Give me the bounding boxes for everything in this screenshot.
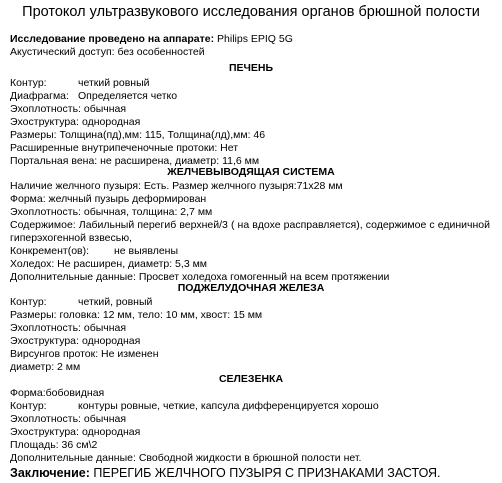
spleen-heading: СЕЛЕЗЕНКА bbox=[218, 373, 284, 385]
liver-echogenicity: Эхоплотность: обычная bbox=[10, 103, 127, 115]
liver-heading: ПЕЧЕНЬ bbox=[228, 62, 274, 74]
device-value: Philips EPIQ 5G bbox=[217, 33, 293, 45]
conclusion-value: ПЕРЕГИБ ЖЕЛЧНОГО ПУЗЫРЯ С ПРИЗНАКАМИ ЗАСТОЯ. bbox=[93, 466, 441, 480]
report-title: Протокол ультразвукового исследования органов брюшной полости bbox=[22, 4, 480, 20]
spleen-structure bbox=[10, 426, 140, 439]
biliary-extra: Дополнительные данные: Просвет холедоха гомогенный на всем протяжении bbox=[10, 271, 390, 283]
gallbladder-presence: Наличие желчного пузыря: Есть. Размер желчного пузыря:71х28 мм bbox=[10, 180, 343, 192]
spleen-structure-value: однородная bbox=[82, 426, 141, 438]
conclusion-label: Заключение: bbox=[10, 466, 90, 480]
pancreas-structure-label: Эхоструктура: bbox=[10, 335, 79, 347]
pancreas-contour bbox=[10, 296, 152, 309]
liver-diaphragm-label: Диафрагма: bbox=[10, 90, 69, 102]
pancreas-contour-value: четкий, ровный bbox=[78, 296, 153, 308]
liver-sizes: Размеры: Толщина(пд),мм: 115, Толщина(лд),мм: 46 bbox=[10, 129, 266, 141]
spleen-shape: Форма:бобовидная bbox=[10, 387, 105, 399]
access-line: Акустический доступ: без особенностей bbox=[10, 46, 205, 58]
pancreas-heading: ПОДЖЕЛУДОЧНАЯ ЖЕЛЕЗА bbox=[177, 282, 325, 294]
device-line bbox=[10, 33, 293, 46]
liver-contour bbox=[10, 77, 149, 90]
conclusion bbox=[10, 466, 441, 480]
device-label: Исследование проведено на аппарате: bbox=[10, 33, 215, 45]
gallbladder-shape: Форма: желчный пузырь деформирован bbox=[10, 193, 207, 205]
wirsung-duct: Вирсунгов проток: Не изменен bbox=[10, 348, 159, 360]
spleen-area: Площадь: 36 см\2 bbox=[10, 439, 98, 451]
pancreas-echogenicity: Эхоплотность: обычная bbox=[10, 322, 127, 334]
liver-portal-vein: Портальная вена: не расширена, диаметр: 11,6 мм bbox=[10, 155, 260, 167]
liver-contour-value: четкий ровный bbox=[78, 77, 150, 89]
gallbladder-content: Содержимое: Лабильный перегиб верхней/3 ( на вдохе расправляется), содержимое с единичной гиперэхогенной взвесью, bbox=[10, 219, 490, 244]
liver-contour-label: Контур: bbox=[10, 77, 47, 89]
spleen-extra: Дополнительные данные: Свободной жидкости в брюшной полости нет. bbox=[10, 452, 362, 464]
pancreas-structure bbox=[10, 335, 140, 348]
wirsung-diameter: диаметр: 2 мм bbox=[10, 361, 81, 373]
spleen-structure-label: Эхоструктура: bbox=[10, 426, 79, 438]
liver-diaphragm bbox=[10, 90, 177, 103]
stones-value: не выявлены bbox=[114, 245, 179, 257]
stones-label: Конкремент(ов): bbox=[10, 245, 90, 257]
liver-structure-value: однородная bbox=[82, 116, 141, 128]
spleen-contour-label: Контур: bbox=[10, 400, 47, 412]
spleen-contour-value: контуры ровные, четкие, капсула дифференцируется хорошо bbox=[78, 400, 379, 412]
pancreas-structure-value: однородная bbox=[82, 335, 141, 347]
cbd-line: Холедох: Не расширен, диаметр: 5,3 мм bbox=[10, 258, 208, 270]
biliary-heading: ЖЕЛЧЕВЫВОДЯЩАЯ СИСТЕМА bbox=[167, 166, 335, 178]
gallbladder-wall: Эхоплотность: обычная, толщина: 2,7 мм bbox=[10, 206, 213, 218]
liver-ducts: Расширенные внутрипеченочные протоки: Нет bbox=[10, 142, 239, 154]
spleen-contour bbox=[10, 400, 379, 413]
liver-structure bbox=[10, 116, 140, 129]
spleen-echogenicity: Эхоплотность: обычная bbox=[10, 413, 127, 425]
liver-structure-label: Эхоструктура: bbox=[10, 116, 79, 128]
gallbladder-stones bbox=[10, 245, 178, 258]
liver-diaphragm-value: Определяется четко bbox=[78, 90, 178, 102]
pancreas-sizes: Размеры: головка: 12 мм, тело: 10 мм, хвост: 15 мм bbox=[10, 309, 263, 321]
pancreas-contour-label: Контур: bbox=[10, 296, 47, 308]
